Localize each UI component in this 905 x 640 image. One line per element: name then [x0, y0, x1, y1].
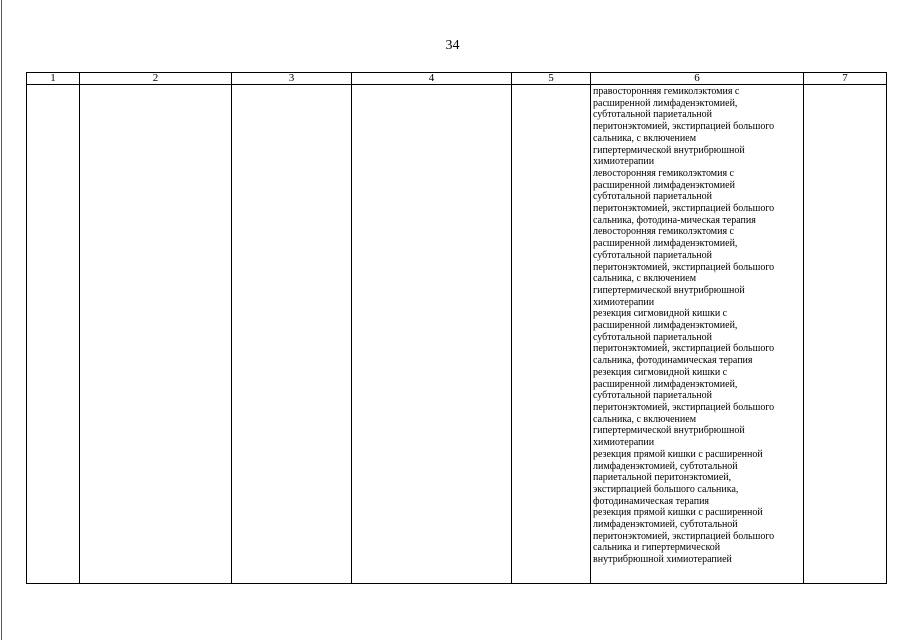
- column-header-5: 5: [512, 73, 591, 85]
- table-cell-col-7: [804, 85, 887, 584]
- table-cell-col-1: [27, 85, 80, 584]
- column-header-4: 4: [352, 73, 512, 85]
- treatment-text-line: субтотальной париетальной: [593, 249, 712, 261]
- treatment-text-line: субтотальной париетальной: [593, 191, 712, 203]
- treatment-text-line: сальника, фотодинамическая терапия: [593, 355, 753, 367]
- treatment-text-line: расширенной лимфаденэктомией: [593, 179, 735, 191]
- column-header-1: 1: [27, 73, 80, 85]
- treatment-text-line: гипертермической внутрибрюшной: [593, 425, 745, 437]
- treatment-text-line: субтотальной париетальной: [593, 331, 712, 343]
- table-cell-col-5: [512, 85, 591, 584]
- treatment-text-line: сальника и гипертермической: [593, 542, 721, 554]
- table-cell-col-3: [232, 85, 352, 584]
- treatment-text-line: расширенной лимфаденэктомией,: [593, 97, 738, 109]
- treatment-text-line: расширенной лимфаденэктомией,: [593, 378, 738, 390]
- treatment-text-line: расширенной лимфаденэктомией,: [593, 320, 738, 332]
- column-header-2: 2: [80, 73, 232, 85]
- treatment-text-line: резекция сигмовидной кишки с: [593, 308, 728, 320]
- treatment-text-line: перитонэктомией, экстирпацией большого: [593, 343, 775, 355]
- treatment-text-line: сальника, с включением: [593, 413, 697, 425]
- column-header-7: 7: [804, 73, 887, 85]
- treatment-text-line: химиотерапии: [593, 437, 655, 449]
- table-cell-col-6: [591, 85, 804, 584]
- page-left-edge: [1, 0, 2, 640]
- treatment-text-line: субтотальной париетальной: [593, 390, 712, 402]
- treatment-text-line: резекция прямой кишки с расширенной: [593, 448, 763, 460]
- table-header-row: [27, 73, 887, 85]
- table-row: [27, 85, 887, 584]
- treatment-text-line: гипертермической внутрибрюшной: [593, 144, 745, 156]
- treatment-text-line: левосторонняя гемиколэктомия с: [593, 167, 734, 179]
- table-cell-col-2: [80, 85, 232, 584]
- treatment-text-line: перитонэктомией, экстирпацией большого: [593, 401, 775, 413]
- treatment-text-line: перитонэктомией, экстирпацией большого: [593, 261, 775, 273]
- treatment-text-line: правосторонняя гемиколэктомия с: [593, 86, 740, 97]
- treatment-text-line: экстирпацией большого сальника,: [593, 483, 739, 495]
- treatment-methods-text: [591, 85, 803, 566]
- treatment-text-line: перитонэктомией, экстирпацией большого: [593, 121, 775, 133]
- treatment-text-line: перитонэктомией, экстирпацией большого: [593, 530, 775, 542]
- column-header-6: 6: [591, 73, 804, 85]
- page-number: 34: [445, 38, 460, 53]
- table-cell-col-4: [352, 85, 512, 584]
- treatment-text-line: перитонэктомией, экстирпацией большого: [593, 203, 775, 215]
- treatment-text-line: гипертермической внутрибрюшной: [593, 284, 745, 296]
- treatment-text-line: сальника, с включением: [593, 273, 697, 285]
- column-header-3: 3: [232, 73, 352, 85]
- treatment-text-line: сальника, фотодина-мическая терапия: [593, 214, 756, 226]
- treatment-text-line: париетальной перитонэктомией,: [593, 472, 732, 484]
- treatment-text-line: резекция прямой кишки с расширенной: [593, 507, 763, 519]
- treatment-text-line: резекция сигмовидной кишки с: [593, 366, 728, 378]
- treatment-text-line: левосторонняя гемиколэктомия с: [593, 226, 734, 238]
- treatment-text-line: расширенной лимфаденэктомией,: [593, 238, 738, 250]
- treatment-text-line: фотодинамическая терапия: [593, 495, 710, 507]
- treatment-text-line: лимфаденэктомией, субтотальной: [593, 519, 738, 531]
- treatment-text-line: лимфаденэктомией, субтотальной: [593, 460, 738, 472]
- procedures-table: [26, 72, 887, 584]
- treatment-text-line: сальника, с включением: [593, 132, 697, 144]
- treatment-text-line: химиотерапии: [593, 156, 655, 168]
- treatment-text-line: химиотерапии: [593, 296, 655, 308]
- treatment-text-line: субтотальной париетальной: [593, 109, 712, 121]
- treatment-text-line: внутрибрюшной химиотерапией: [593, 554, 732, 566]
